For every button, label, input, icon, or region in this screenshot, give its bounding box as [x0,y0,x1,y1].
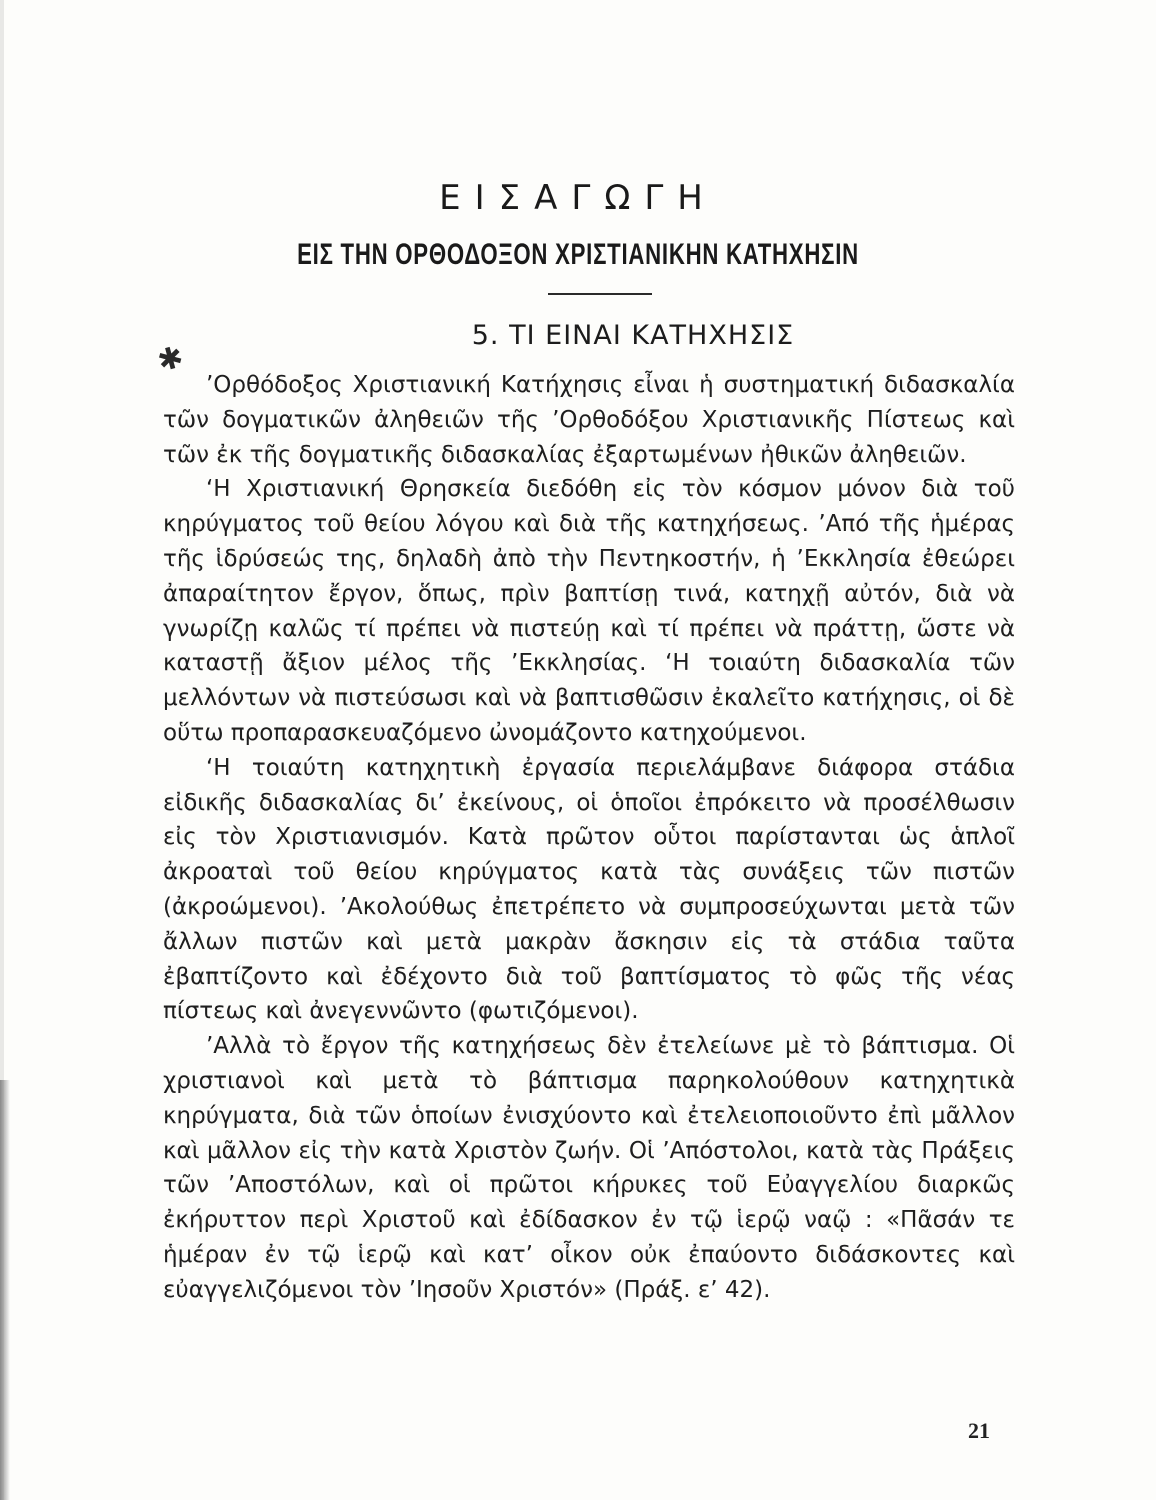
page-number: 21 [968,1418,990,1443]
paragraph-3: ‘Η τοιαύτη κατηχητικὴ ἐργασία περιελάμβανε διάφορα στάδια εἰδικῆς διδασκαλίας δι’ ἐκείνους, οἱ ὁποῖοι ἐπρόκειτο νὰ προσέλθωσιν εἰς τὸν Χριστιανισμόν. Κατὰ πρῶτον οὗτοι παρίστανται ὡς ἁπλοῖ ἀκροαταὶ τοῦ θείου κηρύγματος κατὰ τὰς συνάξεις τῶν πιστῶν (ἀκροώμενοι). ’Ακολούθως ἐπετρέπετο νὰ συμπροσεύχωνται μετὰ τῶν ἄλλων πιστῶν καὶ μετὰ μακρὰν ἄσκησιν εἰς τὰ στάδια ταῦτα ἐβαπτίζοντο καὶ ἐδέχοντο διὰ τοῦ βαπτίσματος τὸ φῶς τῆς νέας πίστεως καὶ ἀνεγεννῶντο (φωτιζόμενοι). [163,754,1015,1025]
section-heading: 5. ΤΙ ΕΙΝΑΙ ΚΑΤΗΧΗΣΙΣ [471,320,795,351]
scan-shadow [0,1080,10,1500]
body-text [163,368,1015,1308]
margin-mark: ✱ [153,339,188,380]
paragraph-2: ‘Η Χριστιανική Θρησκεία διεδόθη εἰς τὸν κόσμον μόνον διὰ τοῦ κηρύγματος τοῦ θείου λόγου καὶ διὰ τῆς κατηχήσεως. ’Από τῆς ἡμέρας τῆς ἱδρύσεώς της, δηλαδὴ ἀπὸ τὴν Πεντηκοστήν, ἡ ’Εκκλησία ἐθεώρει ἀπαραίτητον ἔργον, ὅπως, πρὶν βαπτίσῃ τινά, κατηχῇ αὐτόν, διὰ νὰ γνωρίζῃ καλῶς τί πρέπει νὰ πιστεύῃ καὶ τί πρέπει νὰ πράττῃ, ὥστε νὰ καταστῇ ἄξιον μέλος τῆς ’Εκκλησίας. ‘Η τοιαύτη διδασκαλία τῶν μελλόντων νὰ πιστεύσωσι καὶ νὰ βαπτισθῶσιν ἐκαλεῖτο κατήχησις, οἱ δὲ οὕτω προπαρασκευαζόμενο ὠνομάζοντο κατηχούμενοι. [163,476,1015,746]
page-subtitle: ΕΙΣ ΤΗΝ ΟΡΘΟΔΟΞΟΝ ΧΡΙΣΤΙΑΝΙΚΗΝ ΚΑΤΗΧΗΣΙΝ [297,238,859,271]
paragraph-1: ’Ορθόδοξος Χριστιανική Κατήχησις εἶναι ἡ συστηματική διδασκαλία τῶν δογματικῶν ἀληθειῶν τῆς ’Ορθοδόξου Χριστιανικῆς Πίστεως καὶ τῶν ἐκ τῆς δογματικῆς διδασκαλίας ἐξαρτωμένων ἠθικῶν ἀληθειῶν. [163,372,1015,468]
paragraph-4: ’Αλλὰ τὸ ἔργον τῆς κατηχήσεως δὲν ἐτελείωνε μὲ τὸ βάπτισμα. Οἱ χριστιανοὶ καὶ μετὰ τὸ βάπτισμα παρηκολούθουν κατηχητικὰ κηρύγματα, διὰ τῶν ὁποίων ἐνισχύοντο καὶ ἐτελειοποιοῦντο ἐπὶ μᾶλλον καὶ μᾶλλον εἰς τὴν κατὰ Χριστὸν ζωήν. Οἱ ’Απόστολοι, κατὰ τὰς Πράξεις τῶν ’Αποστόλων, καὶ οἱ πρῶτοι κήρυκες τοῦ Εὐαγγελίου διαρκῶς ἐκήρυττον περὶ Χριστοῦ καὶ ἐδίδασκον ἐν τῷ ἱερῷ ναῷ : «Πᾶσάν τε ἡμέραν ἐν τῷ ἱερῷ καὶ κατ’ οἶκον οὐκ ἐπαύοντο διδάσκοντες καὶ εὐαγγελιζόμενοι τὸν ’Ιησοῦν Χριστόν» (Πράξ. ε’ 42). [163,1033,1015,1303]
page-title: ΕΙΣΑΓΩΓΗ [439,178,717,218]
title-divider [548,293,652,295]
